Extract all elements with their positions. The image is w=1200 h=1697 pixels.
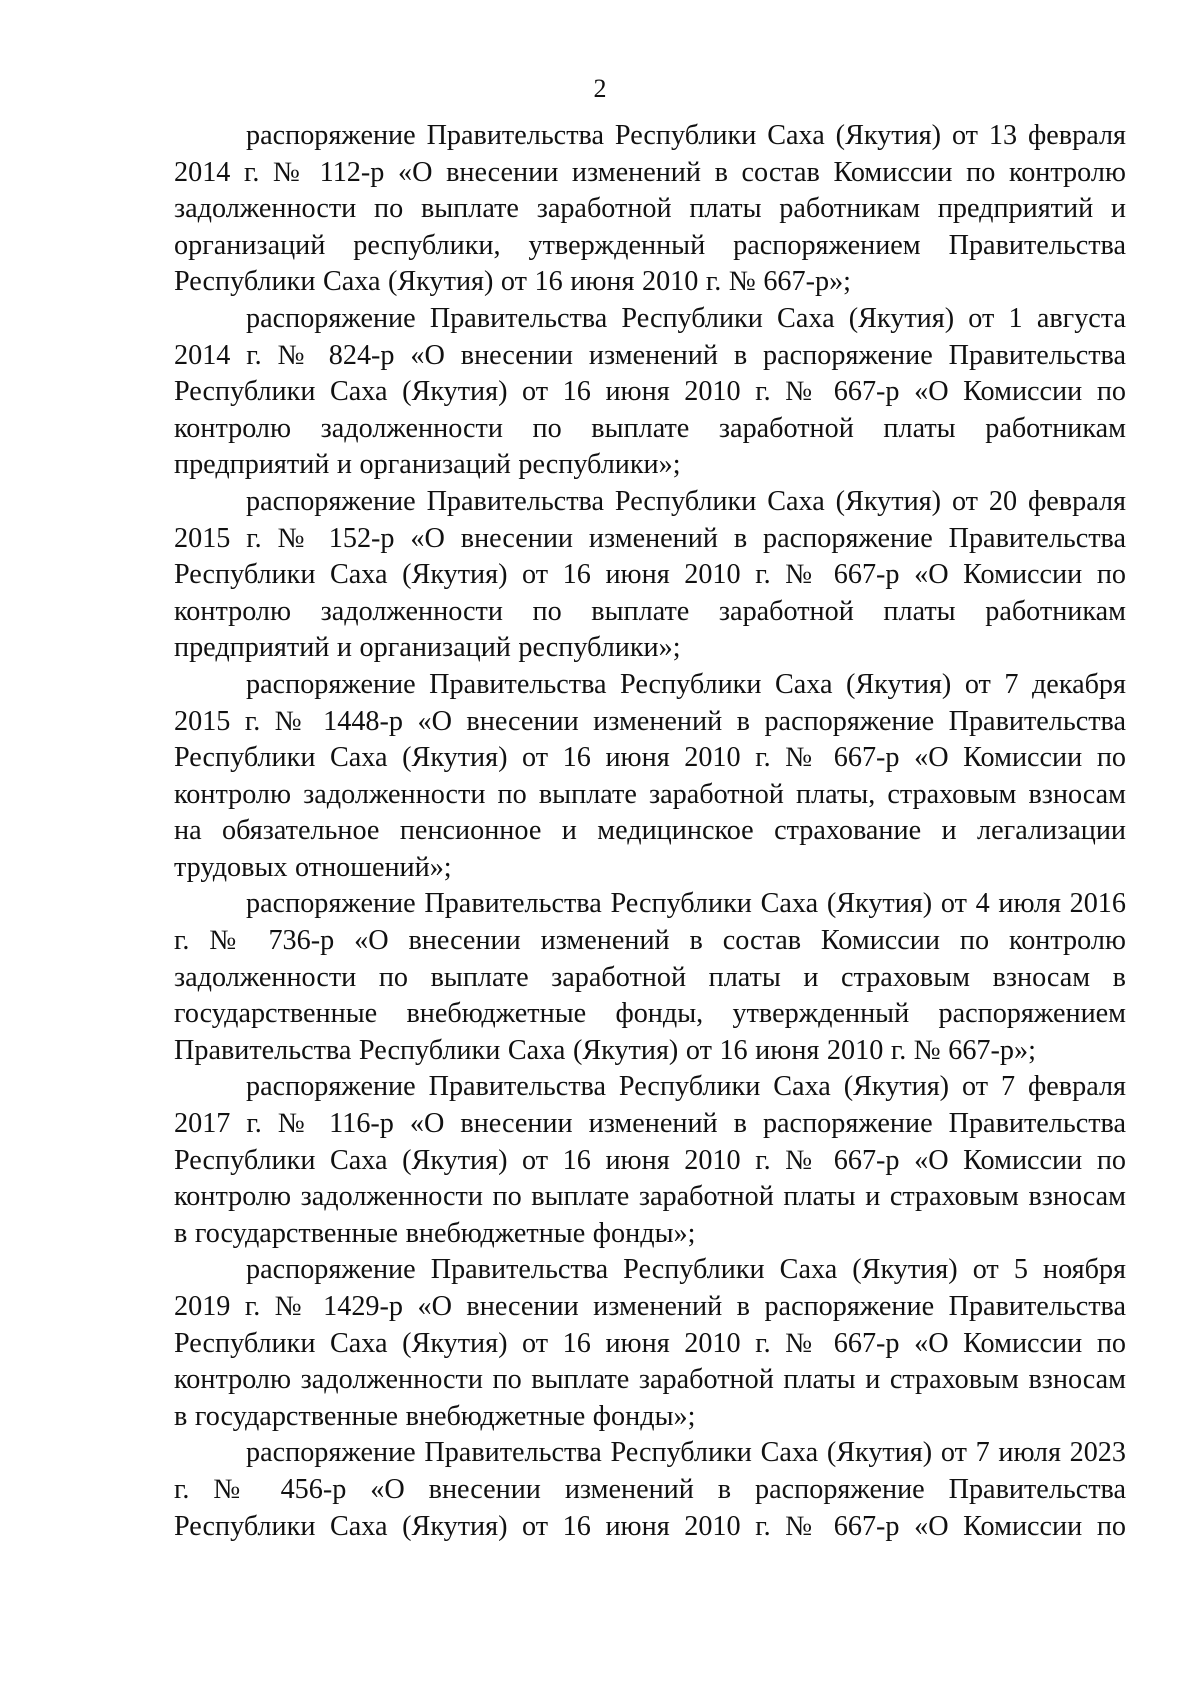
paragraph-1: распоряжение Правительства Республики Саха (Якутия) от 13 февраля 2014 г. № 112-р «О внесении изменений в состав Комиссии по контролю задолженности по выплате заработной платы работникам предприятий и организаций республики, утвержденный распоряжением Правительства Республики Саха (Якутия) от 16 июня 2010 г. № 667-р»; [174,120,1126,298]
paragraph-5: распоряжение Правительства Республики Саха (Якутия) от 4 июля 2016 г. № 736-р «О внесении изменений в состав Комиссии по контролю задолженности по выплате заработной платы и страховым взносам в государственные внебюджетные фонды, утвержденный распоряжением Правительства Республики Саха (Якутия) от 16 июня 2010 г. № 667-р»; [174,888,1126,1066]
paragraph-2: распоряжение Правительства Республики Саха (Якутия) от 1 августа 2014 г. № 824-р «О внесении изменений в распоряжение Правительства Республики Саха (Якутия) от 16 июня 2010 г. № 667-р «О Комиссии по контролю задолженности по выплате заработной платы работникам предприятий и организаций республики»; [174,302,1126,481]
paragraph-7: распоряжение Правительства Республики Саха (Якутия) от 5 ноября 2019 г. № 1429-р «О внесении изменений в распоряжение Правительства Республики Саха (Якутия) от 16 июня 2010 г. № 667-р «О Комиссии по контролю задолженности по выплате заработной платы и страховым взносам в государственные внебюджетные фонды»; [174,1254,1126,1432]
paragraph-3: распоряжение Правительства Республики Саха (Якутия) от 20 февраля 2015 г. № 152-р «О внесении изменений в распоряжение Правительства Республики Саха (Якутия) от 16 июня 2010 г. № 667-р «О Комиссии по контролю задолженности по выплате заработной платы работникам предприятий и организаций республики»; [174,485,1126,664]
document-body [174,118,1126,1545]
page-number: 2 [593,74,607,103]
paragraph-6: распоряжение Правительства Республики Саха (Якутия) от 7 февраля 2017 г. № 116-р «О внесении изменений в распоряжение Правительства Республики Саха (Якутия) от 16 июня 2010 г. № 667-р «О Комиссии по контролю задолженности по выплате заработной платы и страховым взносам в государственные внебюджетные фонды»; [174,1071,1126,1249]
paragraph-4: распоряжение Правительства Республики Саха (Якутия) от 7 декабря 2015 г. № 1448-р «О внесении изменений в распоряжение Правительства Республики Саха (Якутия) от 16 июня 2010 г. № 667-р «О Комиссии по контролю задолженности по выплате заработной платы, страховым взносам на обязательное пенсионное и медицинское страхование и легализации трудовых отношений»; [174,668,1126,883]
paragraph-8-continued: распоряжение Правительства Республики Саха (Якутия) от 7 июля 2023 г. № 456-р «О внесении изменений в распоряжение Правительства Республики Саха (Якутия) от 16 июня 2010 г. № 667-р «О Комиссии по [174,1437,1126,1542]
